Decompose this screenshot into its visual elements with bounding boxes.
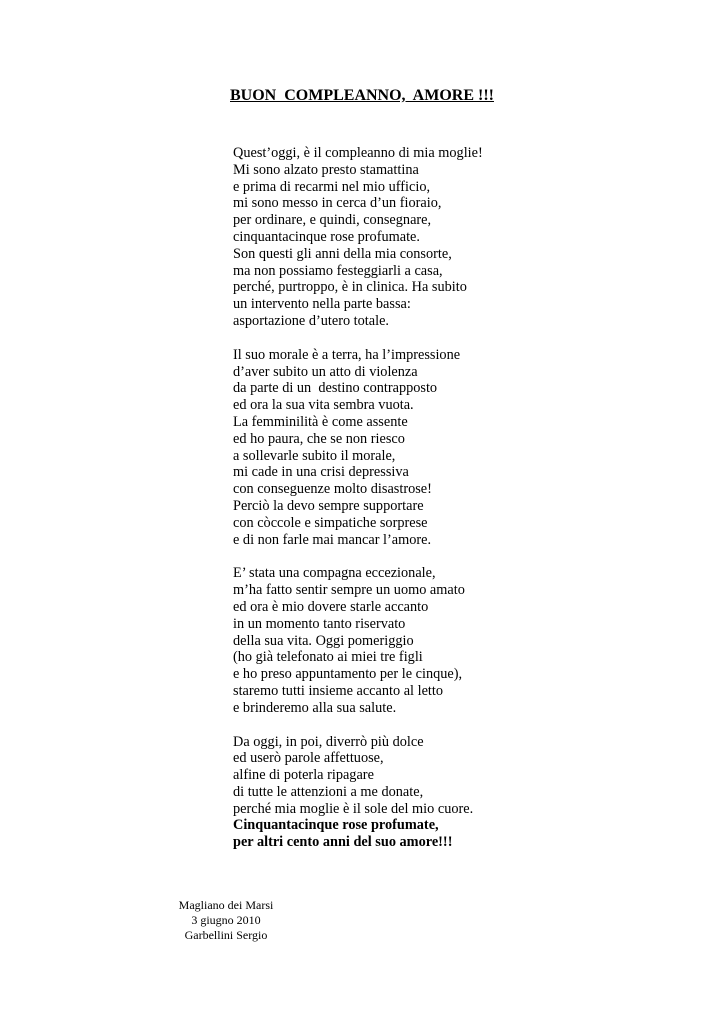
poem-line: un intervento nella parte bassa: xyxy=(233,296,411,313)
poem-line: staremo tutti insieme accanto al letto xyxy=(233,682,444,699)
stanza-3 xyxy=(233,565,673,716)
poem-line: di tutte le attenzioni a me donate, xyxy=(233,783,424,800)
poem-line: da parte di un destino contrapposto xyxy=(233,380,438,397)
poem-line: con conseguenze molto disastrose! xyxy=(233,481,432,498)
poem-line: per ordinare, e quindi, consegnare, xyxy=(233,212,432,229)
poem-line: perché mia moglie è il sole del mio cuore. xyxy=(233,800,474,817)
poem-line: e brinderemo alla sua salute. xyxy=(233,699,397,716)
poem-line: ed ho paura, che se non riesco xyxy=(233,430,405,447)
poem-closing-line: per altri cento anni del suo amore!!! xyxy=(233,834,453,851)
poem-line: mi cade in una crisi depressiva xyxy=(233,464,409,481)
poem-line: m’ha fatto sentir sempre un uomo amato xyxy=(233,582,465,599)
poem-line: e ho preso appuntamento per le cinque), xyxy=(233,666,463,683)
poem-body xyxy=(233,145,673,868)
poem-line: a sollevarle subito il morale, xyxy=(233,447,396,464)
poem-line: ed ora è mio dovere starle accanto xyxy=(233,598,429,615)
poem-line: e prima di recarmi nel mio ufficio, xyxy=(233,178,431,195)
poem-line: Da oggi, in poi, diverrò più dolce xyxy=(233,733,424,750)
poem-line: della sua vita. Oggi pomeriggio xyxy=(233,632,414,649)
poem-line: Mi sono alzato presto stamattina xyxy=(233,161,419,178)
poem-line: alfine di poterla ripagare xyxy=(233,767,374,784)
stanza-1 xyxy=(233,145,673,330)
poem-closing-line: Cinquantacinque rose profumate, xyxy=(233,817,439,834)
poem-line: Il suo morale è a terra, ha l’impressione xyxy=(233,346,461,363)
signature-place: Magliano dei Marsi xyxy=(178,898,274,912)
poem-line: in un momento tanto riservato xyxy=(233,615,406,632)
poem-line: Perciò la devo sempre supportare xyxy=(233,497,424,514)
poem-line: d’aver subito un atto di violenza xyxy=(233,363,418,380)
poem-line: La femminilità è come assente xyxy=(233,413,408,430)
poem-line: cinquantacinque rose profumate. xyxy=(233,228,420,245)
poem-line: mi sono messo in cerca d’un fioraio, xyxy=(233,195,442,212)
page-title: BUON COMPLEANNO, AMORE !!! xyxy=(230,87,494,104)
poem-line: ed ora la sua vita sembra vuota. xyxy=(233,397,414,414)
poem-line: Son questi gli anni della mia consorte, xyxy=(233,245,452,262)
poem-line: con còccole e simpatiche sorprese xyxy=(233,514,428,531)
poem-line: ma non possiamo festeggiarli a casa, xyxy=(233,262,443,279)
signature-date: 3 giugno 2010 xyxy=(191,913,261,927)
poem-line: (ho già telefonato ai miei tre figli xyxy=(233,649,423,666)
poem-line: perché, purtroppo, è in clinica. Ha subito xyxy=(233,279,467,296)
poem-line: asportazione d’utero totale. xyxy=(233,312,390,329)
signature-block xyxy=(163,898,289,943)
poem-line: Quest’oggi, è il compleanno di mia moglie! xyxy=(233,145,483,161)
poem-line: e di non farle mai mancar l’amore. xyxy=(233,531,432,548)
poem-line: E’ stata una compagna eccezionale, xyxy=(233,565,436,582)
poem-line: ed userò parole affettuose, xyxy=(233,750,384,767)
stanza-4 xyxy=(233,734,673,852)
signature-author: Garbellini Sergio xyxy=(184,928,268,942)
stanza-2 xyxy=(233,347,673,549)
